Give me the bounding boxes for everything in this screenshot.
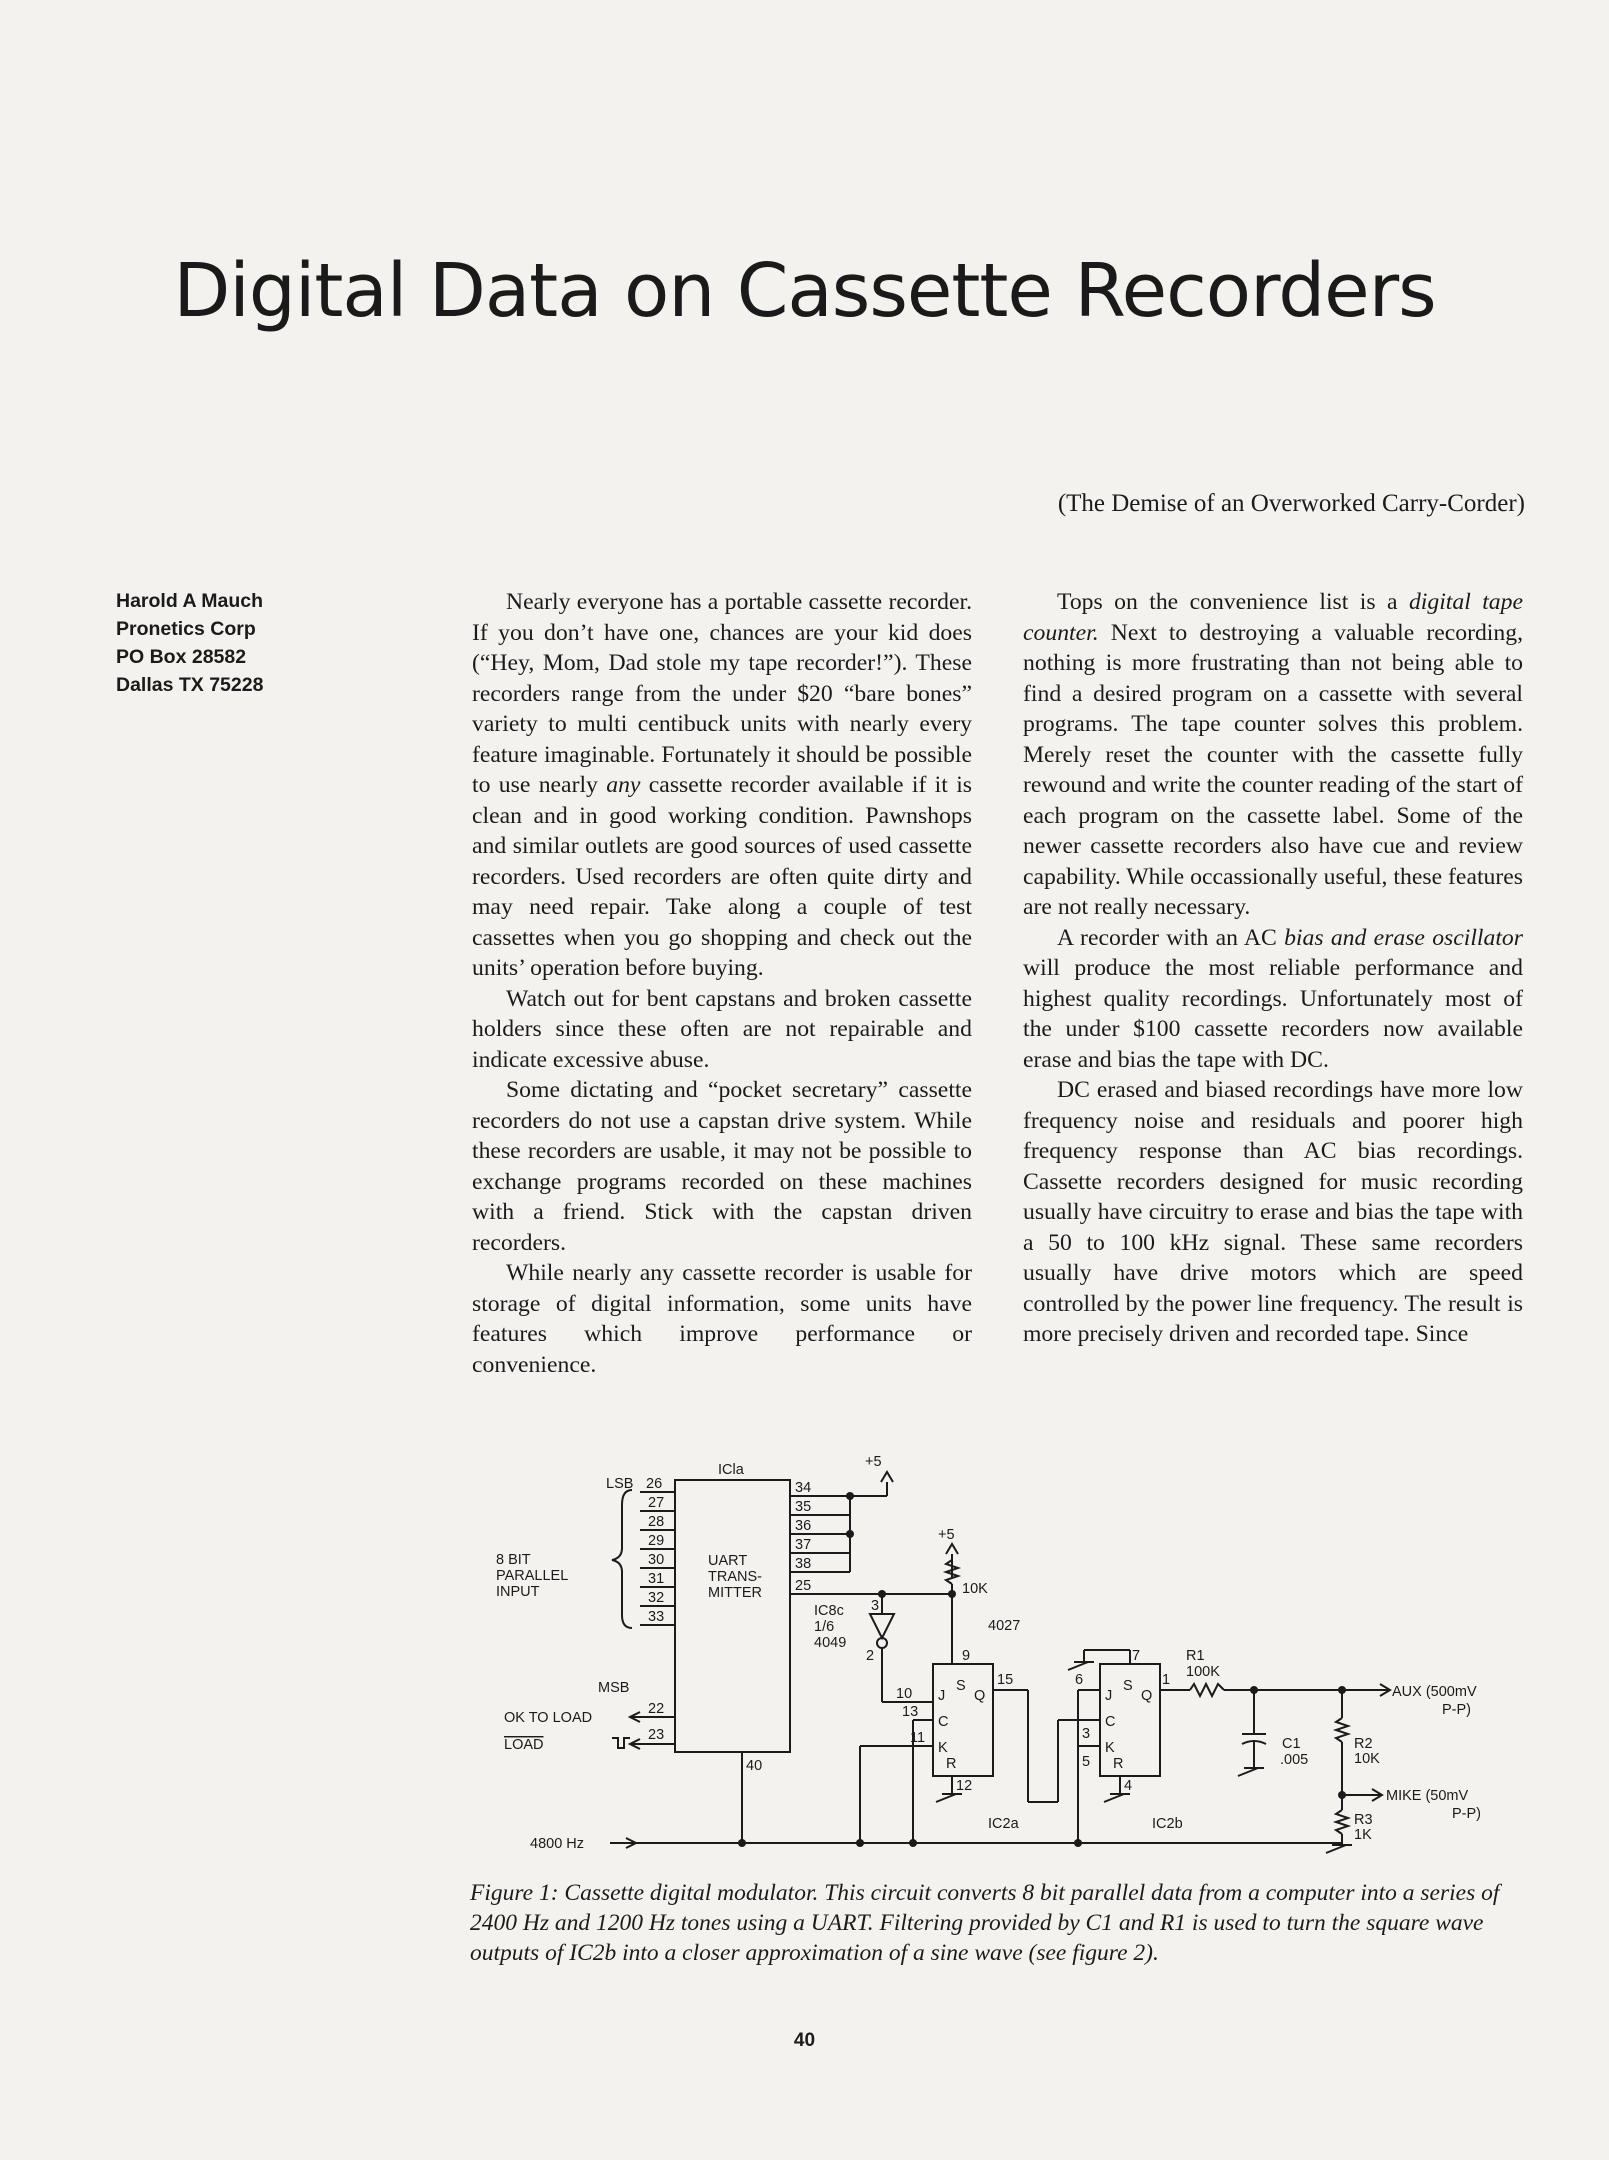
ff-letter: S	[956, 1678, 966, 1694]
r3-label: R3	[1354, 1812, 1373, 1828]
ff-letter: J	[938, 1688, 946, 1704]
plus5-label: +5	[938, 1527, 955, 1543]
ff-letter: K	[938, 1740, 948, 1756]
paragraph: Some dictating and “pocket secretary” cassette recorders do not use a capstan drive system. While these recorders are usable, it may not be possible to exchange programs recorded on these machines with a friend. Stick with the capstan driven recorders.	[472, 1077, 972, 1256]
mike-output-label: MIKE (50mV	[1386, 1788, 1469, 1804]
svg-text:.005: .005	[1280, 1752, 1309, 1768]
pin-label: 27	[648, 1495, 665, 1511]
plus5-label: +5	[865, 1454, 882, 1470]
svg-text:10K: 10K	[1354, 1751, 1380, 1767]
author-city: Dallas TX 75228	[116, 674, 264, 696]
pin-label: 26	[646, 1476, 663, 1492]
pin-label: 38	[795, 1556, 812, 1572]
pin-label: 3	[871, 1598, 880, 1614]
paragraph: Watch out for bent capstans and broken cassette holders since these often are not repairable and indicate excessive abuse.	[472, 985, 972, 1073]
ok-to-load-label: OK TO LOAD	[504, 1710, 593, 1726]
pin-label: 10	[896, 1686, 913, 1702]
svg-text:MITTER: MITTER	[708, 1585, 762, 1601]
pin-label: 15	[997, 1672, 1014, 1688]
pin-label: 1	[1162, 1672, 1171, 1688]
input-group-label: 8 BIT	[496, 1552, 531, 1568]
author-po-box: PO Box 28582	[116, 646, 247, 668]
svg-text:PARALLEL: PARALLEL	[496, 1568, 569, 1584]
svg-text:TRANS-: TRANS-	[708, 1569, 762, 1585]
author-name: Harold A Mauch	[116, 590, 263, 612]
load-label: LOAD	[504, 1737, 544, 1753]
page-number: 40	[793, 2030, 816, 2051]
lsb-label: LSB	[606, 1476, 634, 1492]
paragraph: While nearly any cassette recorder is usable for storage of digital information, some units have features which improve performance or convenience.	[472, 1260, 972, 1378]
aux-output-label: AUX (500mV	[1392, 1684, 1477, 1700]
pin-label: 36	[795, 1518, 812, 1534]
svg-text:P-P): P-P)	[1452, 1806, 1481, 1822]
pin-label: 23	[648, 1727, 665, 1743]
ff-letter: J	[1105, 1688, 1113, 1704]
article-title: Digital Data on Cassette Recorders	[173, 248, 1436, 334]
pin-label: 22	[648, 1701, 665, 1717]
pin-label: 13	[902, 1704, 919, 1720]
c1-label: C1	[1282, 1736, 1301, 1752]
ic2b-label: IC2b	[1152, 1816, 1183, 1832]
pin-label: 40	[746, 1758, 763, 1774]
pin-label: 2	[866, 1648, 875, 1664]
uart-chip	[675, 1480, 790, 1752]
body-column-left	[472, 587, 972, 1380]
pin-label: 29	[648, 1533, 665, 1549]
pin-label: 35	[795, 1499, 812, 1515]
ff-letter: Q	[1141, 1688, 1153, 1704]
pin-label: 12	[956, 1778, 973, 1794]
figure-caption: Figure 1: Cassette digital modulator. This circuit converts 8 bit parallel data from a computer into a series of 2400 Hz and 1200 Hz tones using a UART. Filtering provided by C1 and R1 is used to turn the square wave outputs of IC2b into a closer approximation of a sine wave (see figure 2).	[470, 1880, 1500, 1966]
pin-label: 6	[1075, 1672, 1084, 1688]
pin-label: 37	[795, 1537, 812, 1553]
pin-label: 7	[1132, 1648, 1141, 1664]
pin-label: 32	[648, 1590, 665, 1606]
author-block	[116, 587, 263, 699]
msb-label: MSB	[598, 1680, 630, 1696]
ff-letter: R	[946, 1756, 957, 1772]
svg-text:100K: 100K	[1186, 1664, 1220, 1680]
paragraph: Tops on the convenience list is a digital tape counter. Next to destroying a valuable recording, nothing is more frustrating than not being able to find a desired program on a cassette with several programs. The tape counter solves this problem. Merely reset the counter with the cassette fully rewound and write the counter reading of the start of each program on the cassette label. Some of the newer cassette recorders also have cue and review capability. While occassionally useful, these features are not really necessary.	[1023, 589, 1523, 920]
paragraph: DC erased and biased recordings have more low frequency noise and residuals and poorer high frequency response than AC bias recordings. Cassette recorders designed for music recording usually have circuitry to erase and bias the tape with a 50 to 100 kHz signal. These same recorders usually have drive motors which are speed controlled by the power line frequency. The result is more precisely driven and recorded tape. Since	[1023, 1077, 1523, 1347]
ff-letter: C	[1105, 1714, 1116, 1730]
ff-letter: K	[1105, 1740, 1115, 1756]
pin-label: 11	[910, 1730, 926, 1746]
pin-label: 4	[1124, 1778, 1133, 1794]
author-company: Pronetics Corp	[116, 618, 256, 640]
paragraph: A recorder with an AC bias and erase oscillator will produce the most reliable performance and highest quality recordings. Unfortunately most of the under $100 cassette recorders now available erase and bias the tape with DC.	[1023, 924, 1523, 1073]
pin-label: 28	[648, 1514, 665, 1530]
inverter-label: IC8c	[814, 1603, 844, 1619]
pin-label: 33	[648, 1609, 665, 1625]
ff-letter: R	[1113, 1756, 1124, 1772]
svg-text:1/6: 1/6	[814, 1619, 835, 1635]
ic1a-label: ICla	[718, 1462, 744, 1478]
ff-letter: C	[938, 1714, 949, 1730]
pin-label: 31	[648, 1571, 665, 1587]
pin-label: 9	[962, 1648, 971, 1664]
svg-text:4049: 4049	[814, 1635, 847, 1651]
svg-text:1K: 1K	[1354, 1827, 1372, 1843]
ic2a-label: IC2a	[988, 1816, 1019, 1832]
body-column-right	[1023, 587, 1523, 1350]
clock-label: 4800 Hz	[530, 1836, 585, 1852]
paragraph: Nearly everyone has a portable cassette recorder. If you don’t have one, chances are your kid does (“Hey, Mom, Dad stole my tape recorder!”). These recorders range from the under $20 “bare bones” variety to multi centibuck units with nearly every feature imaginable. Fortunately it should be possible to use nearly any cassette recorder available if it is clean and in good working condition. Pawnshops and similar outlets are good sources of used cassette recorders. Used recorders are often quite dirty and may need repair. Take along a couple of test cassettes when you go shopping and check out the units’ operation before buying.	[472, 589, 972, 981]
circuit-diagram	[490, 1450, 1530, 1860]
uart-label: UART	[708, 1553, 748, 1569]
pin-label: 5	[1082, 1754, 1091, 1770]
svg-text:INPUT: INPUT	[496, 1584, 540, 1600]
pin-label: 30	[648, 1552, 665, 1568]
article-subtitle: (The Demise of an Overworked Carry-Corder)	[1057, 490, 1525, 517]
r1-label: R1	[1186, 1648, 1205, 1664]
r2-label: R2	[1354, 1736, 1373, 1752]
pin-label: 34	[795, 1480, 812, 1496]
resistor-label: 10K	[962, 1581, 988, 1597]
pin-label: 25	[795, 1578, 812, 1594]
ff-letter: S	[1123, 1678, 1133, 1694]
svg-text:P-P): P-P)	[1442, 1702, 1471, 1718]
pin-label: 3	[1082, 1726, 1091, 1742]
ff-letter: Q	[974, 1688, 986, 1704]
chip-4027-label: 4027	[988, 1618, 1021, 1634]
